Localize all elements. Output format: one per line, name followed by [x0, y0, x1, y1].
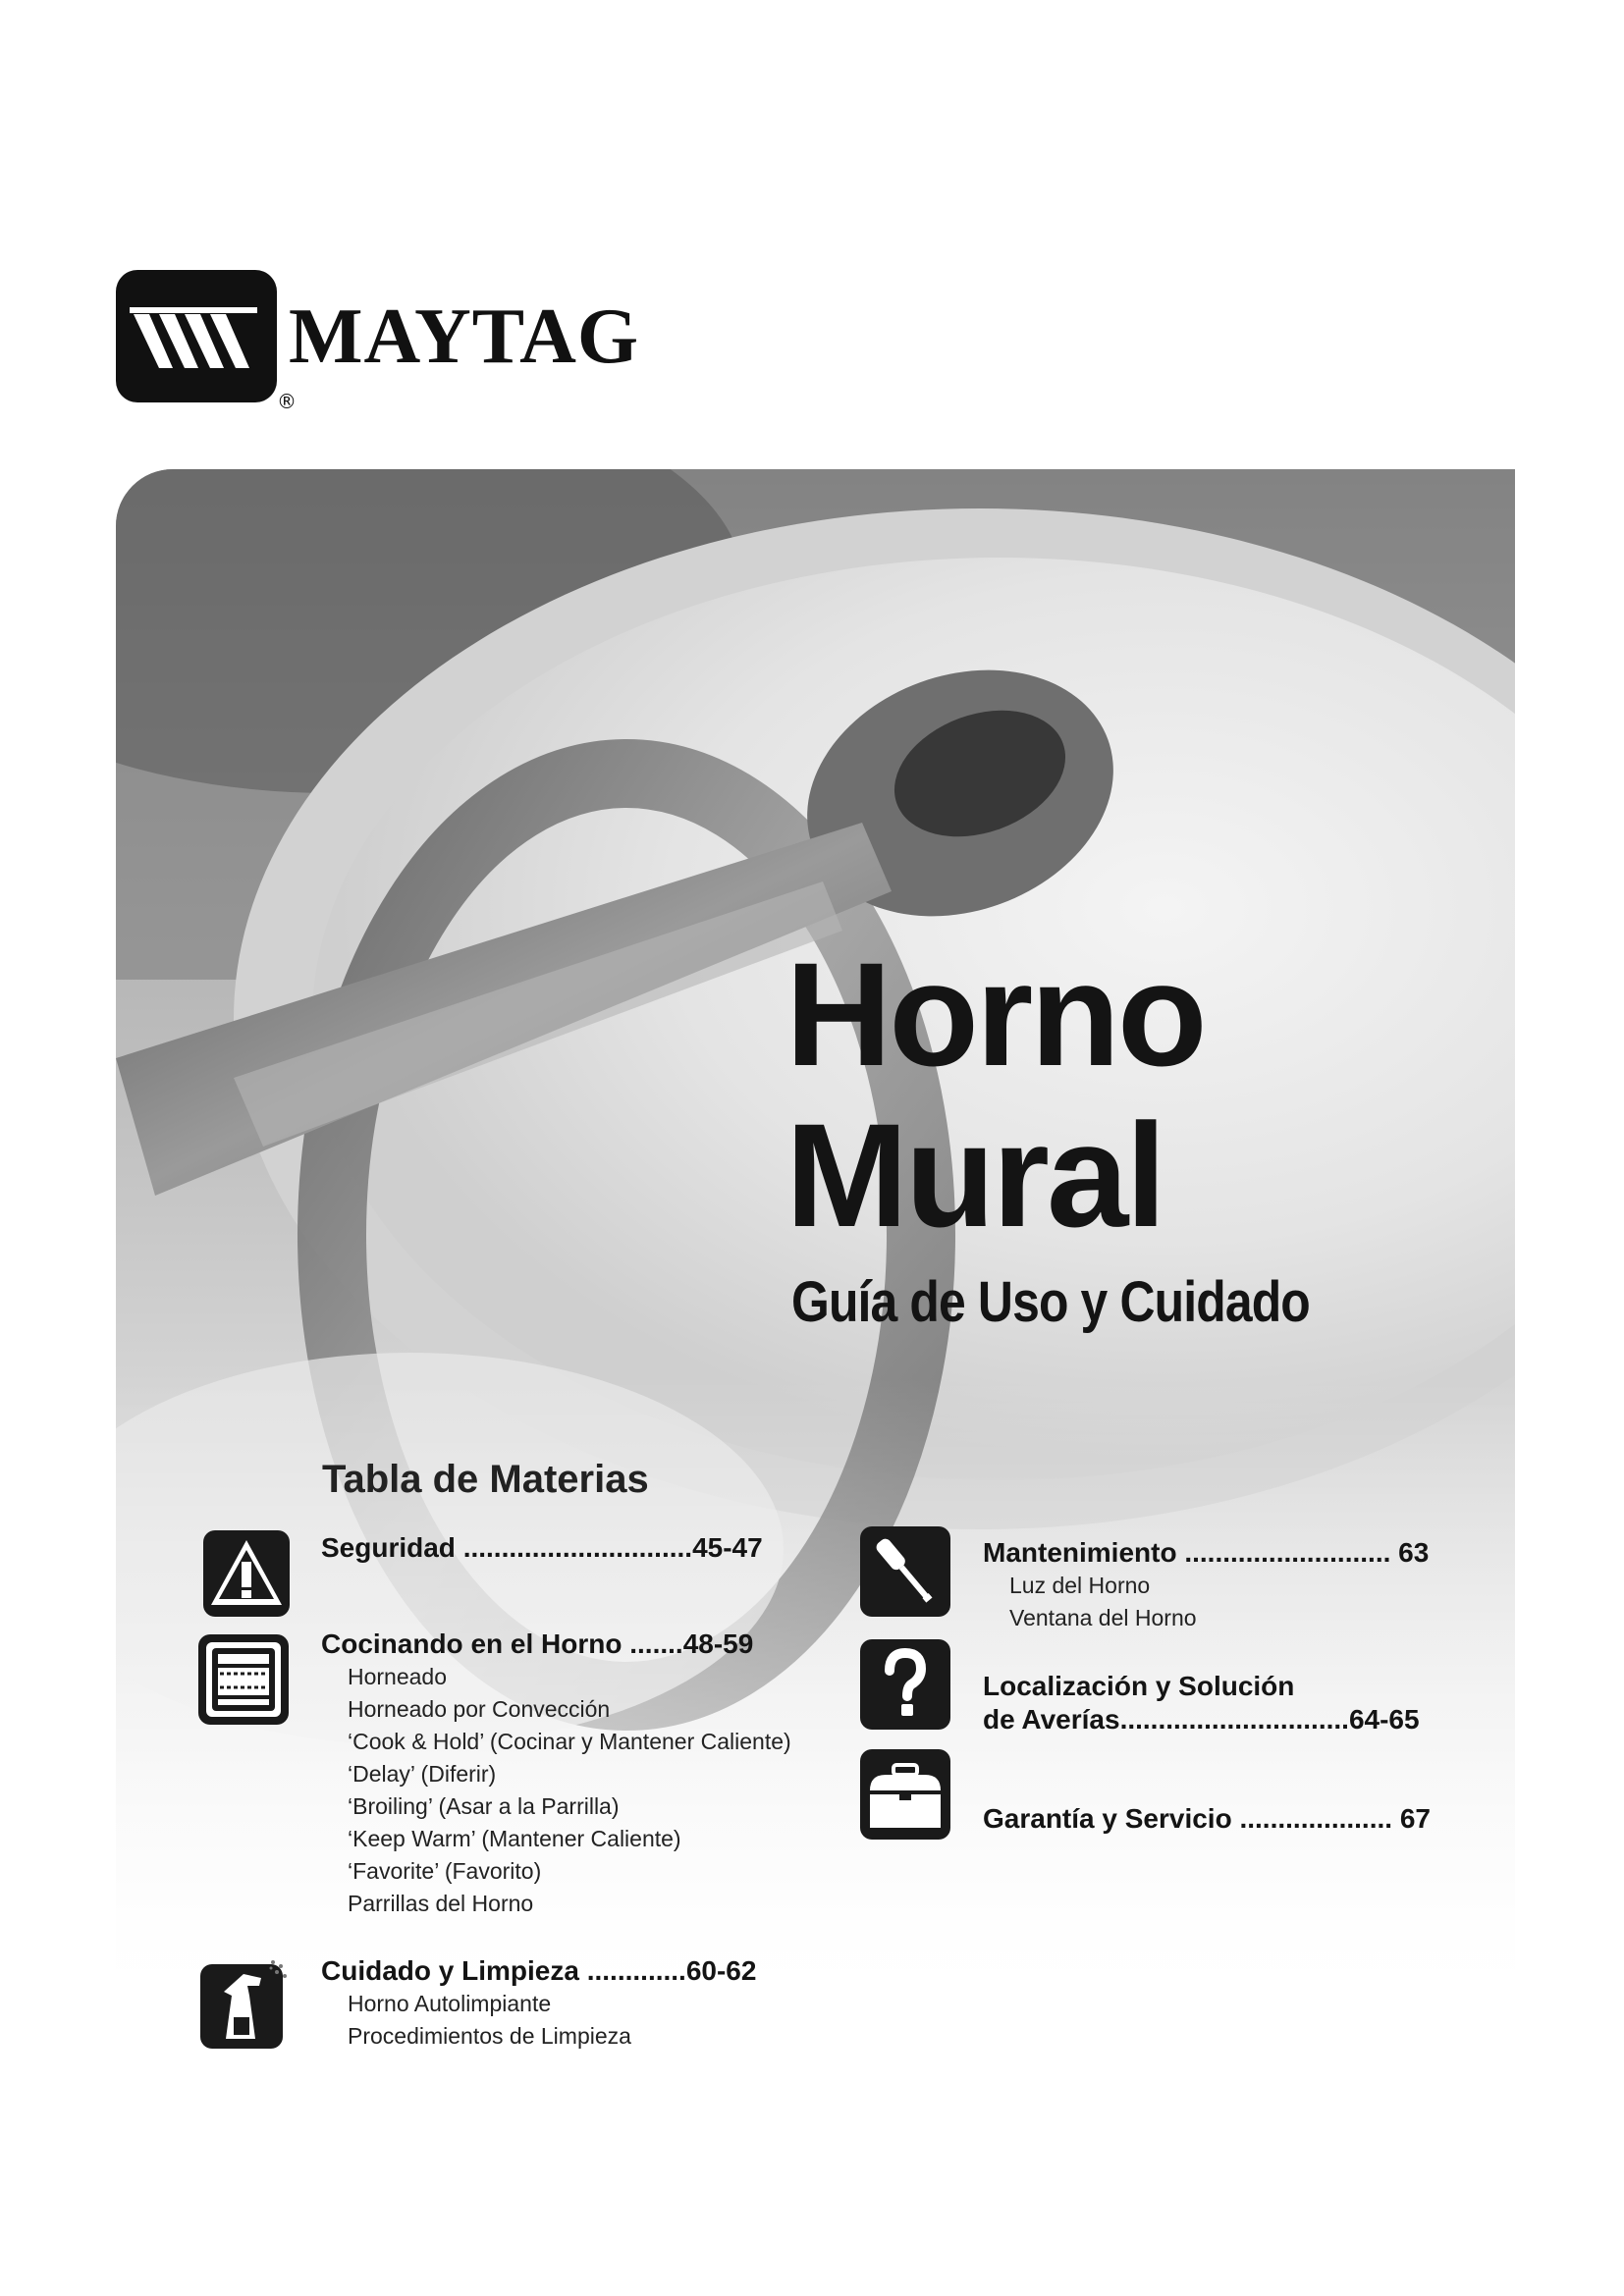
question-mark-icon	[858, 1637, 952, 1732]
toc-entry-title-line-1: Localización y Solución	[983, 1671, 1295, 1701]
toc-subitem: ‘Cook & Hold’ (Cocinar y Mantener Caliente)	[348, 1729, 791, 1754]
toc-subitem: Horno Autolimpiante	[348, 1991, 552, 2016]
oven-icon	[196, 1632, 291, 1727]
toc-subitem: Parrillas del Horno	[348, 1891, 534, 1916]
toc-entry-localizacion[interactable]	[983, 1670, 1420, 1736]
maytag-stripes-icon	[116, 270, 277, 402]
toc-subitem: Procedimientos de Limpieza	[348, 2023, 631, 2049]
toc-entry-title: Seguridad ..............................45-47	[321, 1532, 763, 1563]
toc-entry-cocinando[interactable]	[321, 1628, 791, 1920]
toolbox-icon	[858, 1747, 952, 1842]
spray-bottle-icon	[196, 1956, 291, 2051]
toc-entry-cuidado[interactable]	[321, 1954, 756, 2053]
toc-subitem: Ventana del Horno	[1009, 1605, 1197, 1630]
toc-entry-seguridad[interactable]	[321, 1531, 763, 1565]
toc-entry-title: Cocinando en el Horno .......48-59	[321, 1629, 754, 1659]
toc-subitem: ‘Keep Warm’ (Mantener Caliente)	[348, 1826, 681, 1851]
toc-subitem: Horneado	[348, 1664, 448, 1689]
subtitle: Guía de Uso y Cuidado	[791, 1270, 1310, 1334]
toc-entry-title: Cuidado y Limpieza .............60-62	[321, 1955, 757, 1986]
toc-entry-garantia[interactable]	[983, 1802, 1431, 1836]
registered-mark: ®	[277, 390, 297, 413]
toc-entry-title: Mantenimiento ........................... 63	[983, 1537, 1430, 1568]
toc-subitem: ‘Favorite’ (Favorito)	[348, 1858, 542, 1884]
title-line-2: Mural	[785, 1093, 1164, 1257]
toc-subitem: ‘Broiling’ (Asar a la Parrilla)	[348, 1793, 620, 1819]
maytag-logo	[116, 270, 685, 417]
toc-subitem: Horneado por Convección	[348, 1696, 611, 1722]
toc-subitem: ‘Delay’ (Diferir)	[348, 1761, 497, 1787]
toc-entry-mantenimiento[interactable]	[983, 1536, 1429, 1634]
brand-name: MAYTAG	[289, 294, 640, 380]
warning-icon	[201, 1528, 292, 1619]
toc-heading: Tabla de Materias	[322, 1458, 649, 1501]
toc-entry-title-line-2: de Averías..............................64-65	[983, 1704, 1420, 1735]
screwdriver-icon	[858, 1524, 952, 1619]
toc-entry-title: Garantía y Servicio .................... 67	[983, 1803, 1431, 1834]
toc-subitem: Luz del Horno	[1009, 1573, 1151, 1598]
title-line-1: Horno	[785, 932, 1205, 1096]
